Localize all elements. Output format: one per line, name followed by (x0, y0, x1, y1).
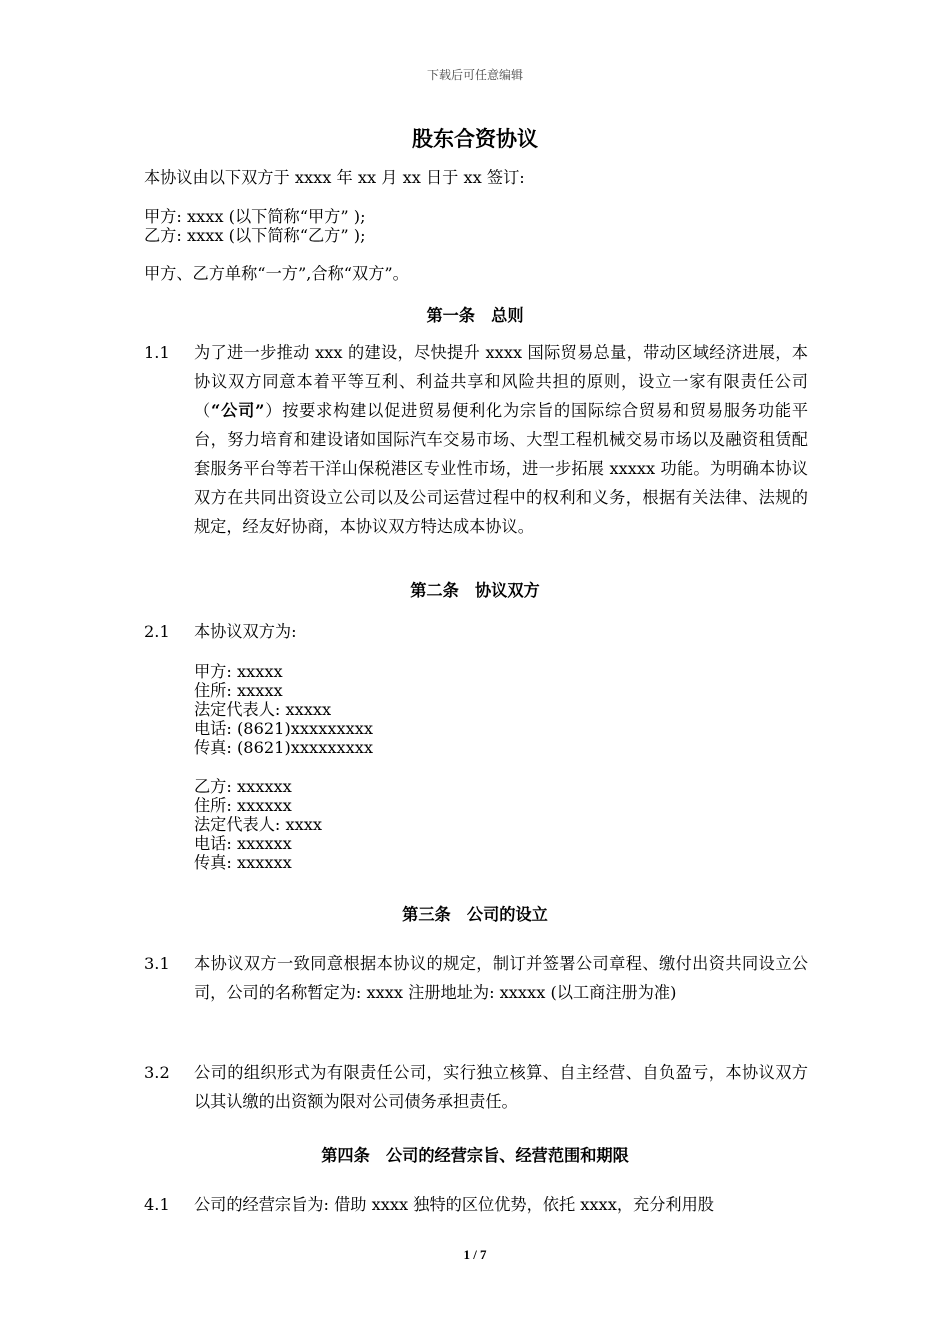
page-number: 1 / 7 (463, 1247, 487, 1262)
clause-1-1-text (194, 338, 808, 541)
article-4-heading: 第四条 公司的经营宗旨、经营范围和期限 (321, 1146, 629, 1165)
party-a-phone: 电话: (8621)xxxxxxxxx (194, 719, 373, 738)
party-a-short: 甲方: xxxx (以下简称“甲方” ); (144, 207, 366, 226)
clause-3-1-text: 本协议双方一致同意根据本协议的规定，制订并签署公司章程、缴付出资共同设立公司，公司的名称暂定为: xxxx 注册地址为: xxxxx (以工商注册为准) (194, 954, 808, 1002)
page-header: 下载后可任意编辑 (426, 68, 523, 82)
clause-1-1-number: 1.1 (144, 343, 170, 362)
party-a-representative: 法定代表人: xxxxx (194, 700, 332, 719)
party-a-address: 住所: xxxxx (194, 681, 283, 700)
party-b-short: 乙方: xxxx (以下简称“乙方” ); (144, 226, 366, 245)
party-a-fax: 传真: (8621)xxxxxxxxx (194, 738, 373, 757)
party-b-name: 乙方: xxxxxx (194, 777, 292, 796)
party-a-name: 甲方: xxxxx (194, 662, 283, 681)
party-names-line: 甲方、乙方单称“一方”,合称“双方”。 (144, 264, 409, 283)
clause-3-2-text: 公司的组织形式为有限责任公司，实行独立核算、自主经营、自负盈亏，本协议双方以其认缴的出资额为限对公司债务承担责任。 (194, 1063, 808, 1111)
party-b-fax: 传真: xxxxxx (194, 853, 292, 872)
party-b-address: 住所: xxxxxx (194, 796, 292, 815)
clause-4-1-number: 4.1 (144, 1195, 170, 1214)
article-3-heading: 第三条 公司的设立 (402, 905, 548, 924)
clause-2-1-text: 本协议双方为: (194, 622, 297, 641)
clause-3-2-number: 3.2 (144, 1063, 170, 1082)
document-title: 股东合资协议 (412, 126, 538, 151)
clause-4-1-text: 公司的经营宗旨为: 借助 xxxx 独特的区位优势，依托 xxxx，充分利用股 (194, 1195, 714, 1214)
party-b-phone: 电话: xxxxxx (194, 834, 292, 853)
intro-line: 本协议由以下双方于 xxxx 年 xx 月 xx 日于 xx 签订: (144, 168, 525, 187)
clause-3-1-number: 3.1 (144, 954, 170, 973)
clause-1-1-text-start: 为了进一步推动 xxx 的建设，尽快提升 xxxx 国际贸易总量，带动区域经济进展，本协议双方同意本着平等互利、利益共享和风险共担的原则，设立一家有限责任公司（ (194, 343, 808, 420)
clause-2-1-number: 2.1 (144, 622, 170, 641)
article-2-heading: 第二条 协议双方 (410, 581, 540, 600)
article-1-heading: 第一条 总则 (426, 306, 524, 325)
company-term: “公司” (211, 401, 265, 420)
party-b-representative: 法定代表人: xxxx (194, 815, 323, 834)
clause-1-1-text-end: ）按要求构建以促进贸易便利化为宗旨的国际综合贸易和贸易服务功能平台，努力培育和建设诸如国际汽车交易市场、大型工程机械交易市场以及融资租赁配套服务平台等若干洋山保税港区专业性市场，进一步拓展 xxxxx 功能。为明确本协议双方在共同出资设立公司以及公司运营过程中的权利和义务，根据有关法律、法规的规定，经友好协商，本协议双方特达成本协议。 (194, 401, 809, 536)
